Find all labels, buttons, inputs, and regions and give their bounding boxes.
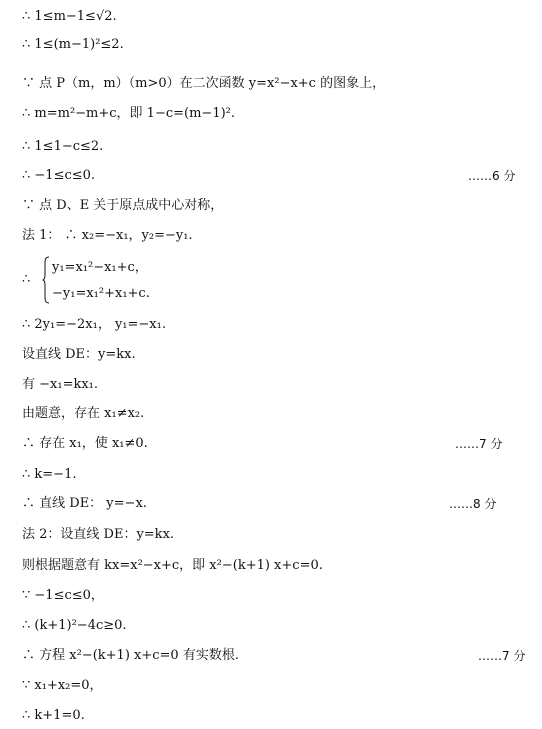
step-line: 设直线 DE：y=kx. — [22, 347, 136, 362]
step-line: ∵ −1≤c≤0， — [22, 588, 104, 603]
method-one-line: 法 1： ∴ x₂=−x₁，y₂=−y₁. — [22, 228, 193, 243]
score-mark: ……6 分 — [468, 169, 516, 183]
step-line: ∴ 1≤1−c≤2. — [22, 139, 104, 154]
score-mark: ……8 分 — [449, 497, 497, 511]
system-equation-1: y₁=x₁²−x₁+c， — [52, 260, 148, 275]
step-line: ∴ k+1=0. — [22, 708, 85, 723]
step-line: ∴ 1≤(m−1)²≤2. — [22, 37, 124, 52]
step-line: ∵ x₁+x₂=0， — [22, 678, 103, 693]
step-line: ∵ 点 P（m，m）（m>0）在二次函数 y=x²−x+c 的图象上， — [22, 76, 386, 91]
method-two-line: 法 2：设直线 DE：y=kx. — [22, 527, 175, 542]
step-line: ∴ 存在 x₁，使 x₁≠0. — [22, 436, 148, 451]
score-mark: ……7 分 — [455, 437, 503, 451]
step-line: ∴ 2y₁=−2x₁， y₁=−x₁. — [22, 317, 166, 332]
step-line: ∴ 1≤m−1≤√2. — [22, 9, 117, 24]
step-line: ∴ (k+1)²−4c≥0. — [22, 618, 127, 633]
step-line: ∵ 点 D、E 关于原点成中心对称， — [22, 198, 224, 213]
step-line: 有 −x₁=kx₁. — [22, 377, 99, 392]
left-brace-icon — [42, 256, 50, 304]
equation-system — [22, 256, 222, 306]
step-line: ∴ k=−1. — [22, 467, 77, 482]
step-line: 则根据题意有 kx=x²−x+c，即 x²−(k+1) x+c=0. — [22, 558, 323, 573]
step-line: 由题意，存在 x₁≠x₂. — [22, 406, 145, 421]
score-mark: ……7 分 — [478, 649, 526, 663]
therefore-symbol: ∴ — [22, 272, 31, 287]
system-equation-2: −y₁=x₁²+x₁+c. — [52, 286, 150, 301]
step-line: ∴ 方程 x²−(k+1) x+c=0 有实数根. — [22, 648, 239, 663]
step-line: ∴ 直线 DE： y=−x. — [22, 496, 147, 511]
step-line: ∴ −1≤c≤0. — [22, 168, 96, 183]
step-line: ∴ m=m²−m+c，即 1−c=(m−1)². — [22, 106, 236, 121]
